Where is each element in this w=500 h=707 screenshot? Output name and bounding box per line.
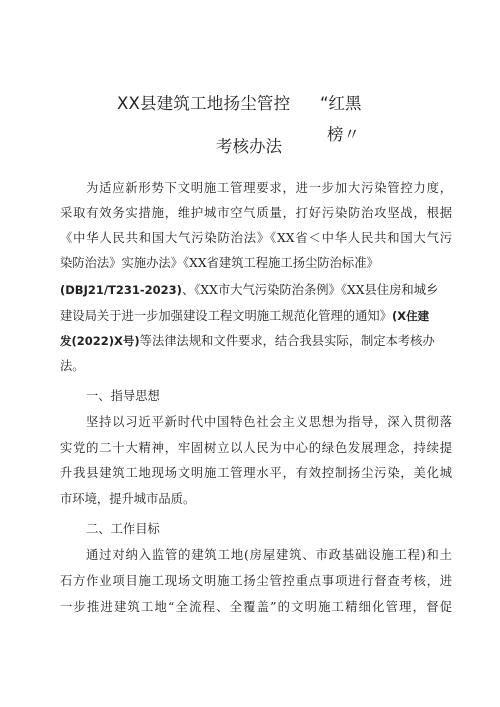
document-subtitle: 考核办法 — [216, 137, 282, 156]
section2-line-3: 一步推进建筑工地“全流程、全覆盖”的文明施工精细化管理，督促 — [60, 600, 452, 614]
preamble-line-7-text: 等法律法规和文件要求，结合我县实际，制定本考核办 — [139, 334, 435, 348]
section2-line-1: 通过对纳入监管的建筑工地(房屋建筑、市政基础设施工程)和土 — [86, 548, 452, 562]
preamble-line-6 — [60, 308, 452, 324]
preamble-line-8: 法。 — [60, 359, 85, 373]
preamble-line-4: 染防治法》实施办法》《XX省建筑工程施工扬尘防治标准》 — [60, 256, 379, 270]
section2-line-2: 石方作业项目施工现场文明施工扬尘管控重点事项进行督查考核，进 — [60, 574, 452, 588]
section1-line-2: 实党的二十大精神，牢固树立以人民为中心的绿色发展理念，持续提 — [60, 441, 452, 455]
standard-code: (DBJ21/T231-2023) — [60, 283, 182, 297]
preamble-line-7 — [60, 333, 452, 349]
doc-number-start: (X住建 — [392, 309, 430, 323]
preamble-line-5-text: 、《XX市大气污染防治条例》《XX县住房和城乡 — [181, 283, 439, 297]
section1-line-3: 升我县建筑工地现场文明施工管理水平，有效控制扬尘污染，美化城 — [60, 466, 452, 480]
document-title: XX县建筑工地扬尘管控 — [117, 94, 291, 113]
preamble-line-6-text: 建设局关于进一步加强建设工程文明施工规范化管理的通知》 — [60, 309, 393, 323]
section1-line-1: 坚持以习近平新时代中国特色社会主义思想为指导，深入贯彻落 — [86, 415, 452, 429]
preamble-line-1: 为适应新形势下文明施工管理要求，进一步加大污染管控力度， — [86, 181, 452, 195]
doc-number-end: 发(2022)X号) — [60, 334, 140, 348]
section-heading-guiding-ideology: 一、指导思想 — [86, 389, 160, 403]
document-title-quote-end: 榜〃 — [327, 125, 360, 144]
preamble-line-2: 采取有效务实措施，维护城市空气质量，打好污染防治攻坚战，根据 — [60, 206, 452, 220]
preamble-line-3: 《中华人民共和国大气污染防治法》《XX省＜中华人民共和国大气污 — [60, 231, 452, 245]
section1-line-4: 市环境，提升城市品质。 — [60, 492, 196, 506]
document-title-quote: “红黑 — [320, 94, 362, 113]
section-heading-work-goals: 二、工作目标 — [86, 522, 160, 536]
preamble-line-5 — [60, 282, 452, 298]
